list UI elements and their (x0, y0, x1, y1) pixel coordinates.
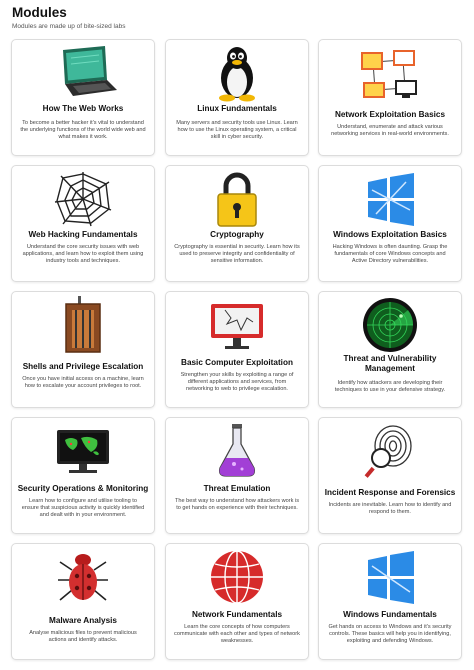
module-card-network-fundamentals[interactable] (165, 543, 309, 660)
module-title: Network Exploitation Basics (334, 110, 446, 119)
module-description: Hacking Windows is often daunting. Grasp the fundamentals of core Windows concepts and Active Directory vulnerabilities. (332, 244, 448, 265)
page-title: Modules (12, 5, 67, 20)
module-title: Web Hacking Fundamentals (28, 230, 138, 239)
module-title: Security Operations & Monitoring (17, 484, 149, 493)
module-card-malware-analysis[interactable] (11, 543, 155, 660)
radar-icon (319, 296, 461, 354)
module-description: Analyse malicious files to prevent malicious actions and identify attacks. (29, 630, 137, 644)
module-description: Once you have initial access on a machine, learn how to escalate your account privileges to root. (22, 376, 144, 390)
bug-icon (12, 548, 154, 606)
fingerprint-magnifier-icon (319, 422, 461, 480)
elevator-icon (12, 296, 154, 354)
module-card-linux-fundamentals[interactable] (165, 39, 309, 156)
module-card-incident-response-and-forensics[interactable] (318, 417, 462, 534)
module-description: Cryptography is essential in security. Learn how its used to preserve integrity and confidentiality of sensitive information. (174, 244, 300, 265)
module-description: To become a better hacker it's vital to understand the underlying functions of the world wide web and what makes it work. (20, 120, 146, 141)
module-card-threat-and-vulnerability-management[interactable] (318, 291, 462, 408)
module-card-threat-emulation[interactable] (165, 417, 309, 534)
module-card-windows-fundamentals[interactable] (318, 543, 462, 660)
module-card-web-hacking-fundamentals[interactable] (11, 165, 155, 282)
padlock-icon (166, 170, 308, 228)
module-title: Network Fundamentals (191, 610, 283, 619)
page-header (12, 4, 125, 30)
globe-icon (166, 548, 308, 606)
module-title: Windows Fundamentals (343, 610, 437, 619)
page-subtitle: Modules are made up of bite-sized labs (12, 23, 126, 30)
module-card-network-exploitation-basics[interactable] (318, 39, 462, 156)
module-title: Incident Response and Forensics (324, 488, 456, 497)
module-description: The best way to understand how attackers work is to get hands on experience with their techniques. (174, 498, 300, 512)
tux-penguin-icon (166, 44, 308, 102)
module-card-windows-exploitation-basics[interactable] (318, 165, 462, 282)
module-description: Identify how attackers are developing their techniques to use in your defensive strategy. (334, 380, 446, 394)
module-card-shells-and-privilege-escalation[interactable] (11, 291, 155, 408)
potion-flask-icon (166, 422, 308, 480)
module-description: Many servers and security tools use Linux. Learn how to use the Linux operating system, a critical skill in cyber security. (176, 120, 298, 141)
module-description: Incidents are inevitable. Learn how to identify and respond to them. (328, 502, 452, 516)
module-description: Learn how to configure and utilise tooling to ensure that suspicious activity is quickly identified and dealt with in your environment. (21, 498, 145, 519)
module-title: Windows Exploitation Basics (333, 230, 447, 239)
module-description: Understand the core security issues with web applications, and learn how to exploit them using industry tools and techniques. (22, 244, 144, 265)
module-title: Cryptography (210, 230, 264, 239)
network-devices-icon (319, 44, 461, 102)
module-title: Malware Analysis (49, 616, 117, 625)
spider-web-icon (12, 170, 154, 228)
module-card-basic-computer-exploitation[interactable] (165, 291, 309, 408)
module-description: Strengthen your skills by exploiting a range of different applications and services, from networking to web to privilege escalation. (180, 372, 294, 393)
module-title: Threat Emulation (203, 484, 271, 493)
module-title: Shells and Privilege Escalation (22, 362, 144, 371)
laptop-icon (12, 44, 154, 102)
module-card-security-operations-monitoring[interactable] (11, 417, 155, 534)
module-description: Understand, enumerate and attack various networking services in real-world environments. (331, 124, 449, 138)
module-title: Threat and Vulnerability Management (343, 354, 437, 373)
module-description: Get hands on access to Windows and it's security controls. These basics will help you in identifying, exploiting and defending Windows. (328, 624, 452, 645)
module-title: How The Web Works (42, 104, 124, 113)
windows-logo-icon (319, 548, 461, 606)
world-map-monitor-icon (12, 422, 154, 480)
broken-monitor-icon (166, 296, 308, 354)
module-description: Learn the core concepts of how computers communicate with each other and types of network weaknesses. (174, 624, 300, 645)
module-title: Basic Computer Exploitation (181, 358, 293, 367)
windows-logo-icon (319, 170, 461, 228)
module-card-how-the-web-works[interactable] (11, 39, 155, 156)
module-title: Linux Fundamentals (197, 104, 277, 113)
module-card-cryptography[interactable] (165, 165, 309, 282)
